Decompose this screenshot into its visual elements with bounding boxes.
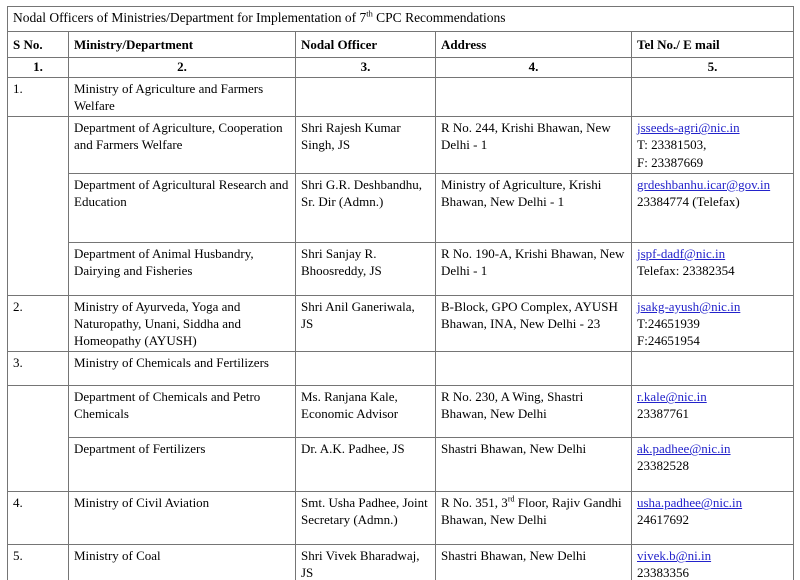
address-cell: B-Block, GPO Complex, AYUSH Bhawan, INA, New Delhi - 23 <box>436 295 632 351</box>
contact-cell <box>632 386 794 438</box>
table-row <box>8 438 794 492</box>
contact-cell <box>632 242 794 295</box>
ministry-cell: Ministry of Agriculture and Farmers Welfare <box>69 78 296 117</box>
sno-cell: 3. <box>8 352 69 386</box>
tel-line: T: 23381503, <box>637 137 707 153</box>
nodal-officers-table <box>7 6 794 580</box>
contact-cell <box>632 173 794 242</box>
ministry-cell: Department of Chemicals and Petro Chemicals <box>69 386 296 438</box>
ministry-cell: Department of Agriculture, Cooperation and Farmers Welfare <box>69 117 296 173</box>
ordinal-superscript: rd <box>507 494 515 504</box>
table-row <box>8 492 794 545</box>
column-number-3: 3. <box>296 58 436 78</box>
email-link[interactable]: grdeshbanhu.icar@gov.in <box>637 176 771 192</box>
officer-cell: Shri Rajesh Kumar Singh, JS <box>296 117 436 173</box>
table-row <box>8 242 794 295</box>
officer-cell: Ms. Ranjana Kale, Economic Advisor <box>296 386 436 438</box>
email-link[interactable]: jsakg-ayush@nic.in <box>637 298 741 314</box>
table-row <box>8 295 794 351</box>
column-header-sno: S No. <box>8 32 69 58</box>
sno-cell <box>8 117 69 295</box>
column-number-5: 5. <box>632 58 794 78</box>
column-header-address: Address <box>436 32 632 58</box>
column-header-row <box>8 32 794 58</box>
contact-cell <box>632 117 794 173</box>
email-link[interactable]: vivek.b@ni.in <box>637 548 712 564</box>
contact-cell <box>632 295 794 351</box>
title-text: Nodal Officers of Ministries/Department for Implementation of 7 <box>13 10 367 25</box>
title-superscript: th <box>366 9 373 19</box>
tel-line: F: 23387669 <box>637 154 704 170</box>
column-header-ministry: Ministry/Department <box>69 32 296 58</box>
contact-cell <box>632 78 794 117</box>
address-cell: R No. 230, A Wing, Shastri Bhawan, New Delhi <box>436 386 632 438</box>
officer-cell: Dr. A.K. Padhee, JS <box>296 438 436 492</box>
officer-cell: Shri G.R. Deshbandhu, Sr. Dir (Admn.) <box>296 173 436 242</box>
ministry-cell: Ministry of Ayurveda, Yoga and Naturopathy, Unani, Siddha and Homeopathy (AYUSH) <box>69 295 296 351</box>
address-cell: R No. 244, Krishi Bhawan, New Delhi - 1 <box>436 117 632 173</box>
address-cell: Shastri Bhawan, New Delhi <box>436 438 632 492</box>
ministry-cell: Department of Agricultural Research and Education <box>69 173 296 242</box>
sno-cell: 5. <box>8 545 69 580</box>
table-row <box>8 545 794 580</box>
table-row <box>8 386 794 438</box>
email-link[interactable]: jspf-dadf@nic.in <box>637 245 726 261</box>
sno-cell: 4. <box>8 492 69 545</box>
officer-cell: Shri Vivek Bharadwaj, JS <box>296 545 436 580</box>
address-cell <box>436 352 632 386</box>
address-cell: R No. 351, 3rd Floor, Rajiv Gandhi Bhawan, New Delhi <box>436 492 632 545</box>
column-number-1: 1. <box>8 58 69 78</box>
table-title <box>8 7 794 32</box>
table-row <box>8 352 794 386</box>
column-header-contact: Tel No./ E mail <box>632 32 794 58</box>
table-row <box>8 117 794 173</box>
sno-cell <box>8 386 69 492</box>
ministry-cell: Department of Animal Husbandry, Dairying and Fisheries <box>69 242 296 295</box>
tel-line: 23383356 <box>637 565 689 580</box>
sno-cell: 2. <box>8 295 69 351</box>
ministry-cell: Ministry of Civil Aviation <box>69 492 296 545</box>
ministry-cell: Ministry of Coal <box>69 545 296 580</box>
email-link[interactable]: ak.padhee@nic.in <box>637 441 731 457</box>
contact-cell <box>632 492 794 545</box>
email-link[interactable]: r.kale@nic.in <box>637 389 707 405</box>
table-row <box>8 173 794 242</box>
officer-cell: Shri Anil Ganeriwala, JS <box>296 295 436 351</box>
contact-cell <box>632 438 794 492</box>
email-link[interactable]: usha.padhee@nic.in <box>637 495 743 511</box>
officer-cell: Shri Sanjay R. Bhoosreddy, JS <box>296 242 436 295</box>
contact-cell <box>632 352 794 386</box>
ministry-cell: Department of Fertilizers <box>69 438 296 492</box>
tel-line: T:24651939 <box>637 315 700 331</box>
officer-cell <box>296 78 436 117</box>
title-row <box>8 7 794 32</box>
officer-cell: Smt. Usha Padhee, Joint Secretary (Admn.) <box>296 492 436 545</box>
email-link[interactable]: jsseeds-agri@nic.in <box>637 120 740 136</box>
officer-cell <box>296 352 436 386</box>
tel-line: Telefax: 23382354 <box>637 262 735 278</box>
table-row <box>8 78 794 117</box>
column-number-4: 4. <box>436 58 632 78</box>
tel-line: 23387761 <box>637 406 689 422</box>
contact-cell <box>632 545 794 580</box>
tel-line: 23384774 (Telefax) <box>637 193 740 209</box>
sno-cell: 1. <box>8 78 69 117</box>
address-cell: Ministry of Agriculture, Krishi Bhawan, New Delhi - 1 <box>436 173 632 242</box>
column-number-row <box>8 58 794 78</box>
address-cell: Shastri Bhawan, New Delhi <box>436 545 632 580</box>
ministry-cell: Ministry of Chemicals and Fertilizers <box>69 352 296 386</box>
title-suffix: CPC Recommendations <box>372 10 506 25</box>
tel-line: 24617692 <box>637 512 689 528</box>
address-cell: R No. 190-A, Krishi Bhawan, New Delhi - 1 <box>436 242 632 295</box>
column-number-2: 2. <box>69 58 296 78</box>
address-cell <box>436 78 632 117</box>
tel-line: 23382528 <box>637 458 689 474</box>
column-header-officer: Nodal Officer <box>296 32 436 58</box>
tel-line: F:24651954 <box>637 333 700 349</box>
